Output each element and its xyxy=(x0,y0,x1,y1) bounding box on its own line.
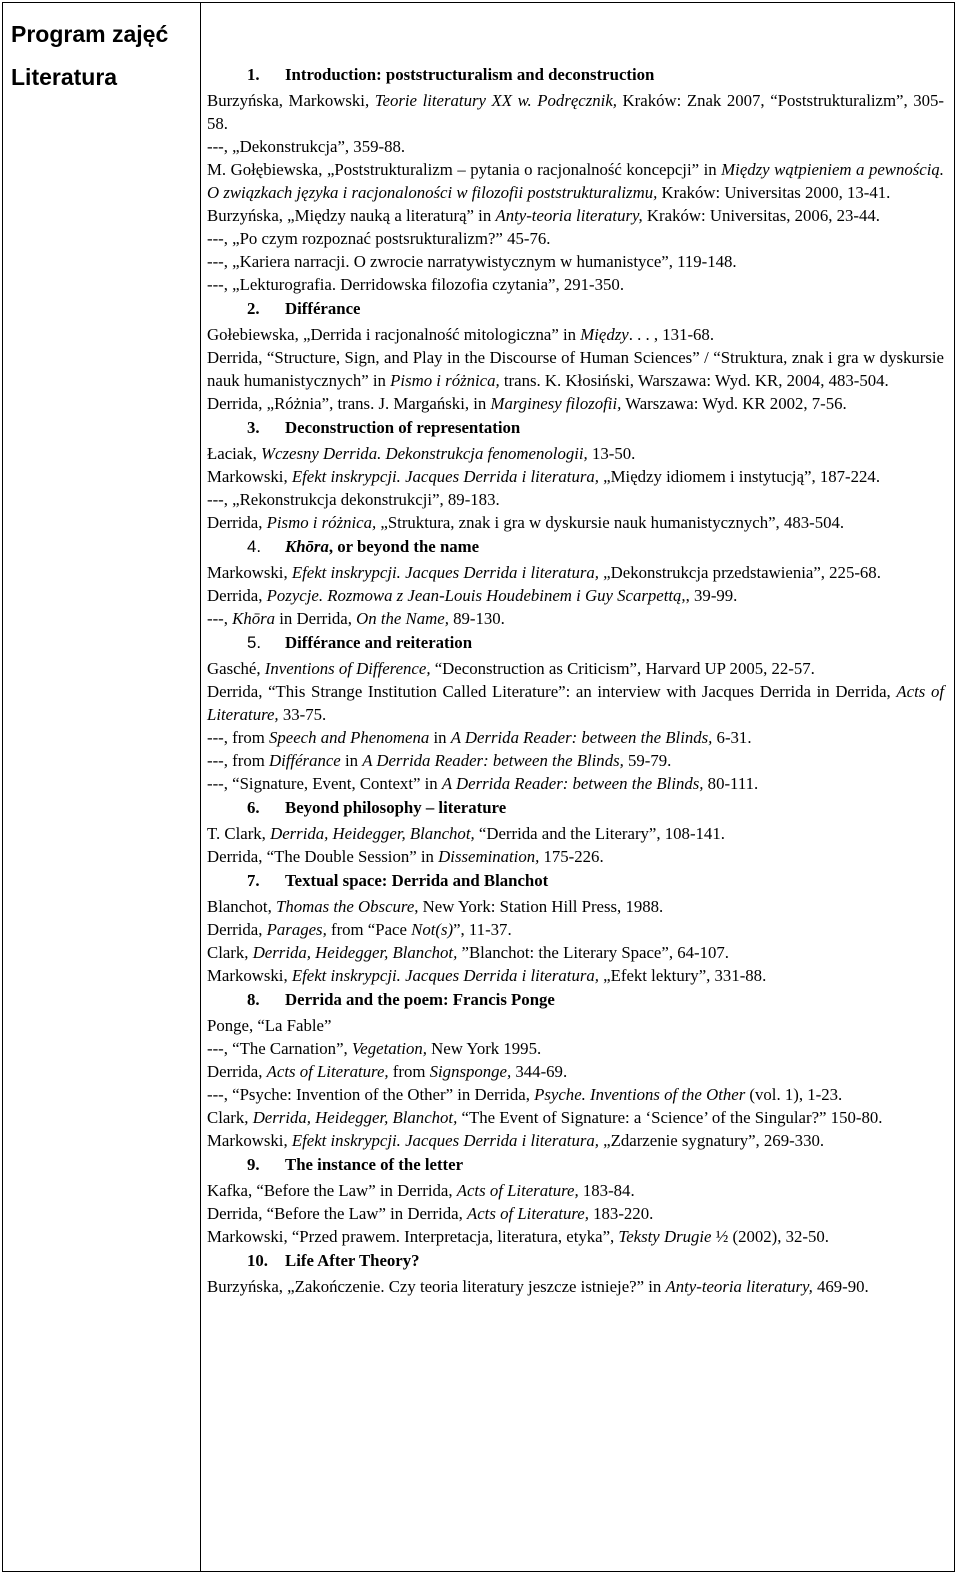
italic-title: Marginesy filozofii, xyxy=(490,394,622,413)
bibliography-entry: Markowski, Efekt inskrypcji. Jacques Derrida i literatura, „Dekonstrukcja przedstawienia”, 225-68. xyxy=(207,563,881,582)
topic-heading-3: 3. Deconstruction of representation xyxy=(247,418,521,437)
italic-title: Anty-teoria literatury, xyxy=(495,206,643,225)
italic-title: Wczesny Derrida. Dekonstrukcja fenomenologii, xyxy=(261,444,588,463)
bibliography-entry: Ponge, “La Fable” xyxy=(207,1016,332,1035)
reading-list-2 xyxy=(207,323,944,415)
reading-list-1 xyxy=(207,89,944,296)
italic-title: Teorie literatury XX w. Podręcznik, xyxy=(374,91,617,110)
italic-title: Acts of Literature, xyxy=(456,1181,579,1200)
bibliography-entry: ---, “Psyche: Invention of the Other” in Derrida, Psyche. Inventions of the Other (vol. 1), 1-23. xyxy=(207,1085,843,1104)
bibliography-entry: Derrida, Pismo i różnica, „Struktura, znak i gra w dyskursie nauk humanistycznych”, 483-504. xyxy=(207,513,845,532)
document-title: Program zajęć xyxy=(11,21,169,47)
italic-title: Efekt inskrypcji. Jacques Derrida i literatura, xyxy=(291,467,599,486)
italic-title: A Derrida Reader: between the Blinds, xyxy=(362,751,624,770)
reading-list-9 xyxy=(207,1179,944,1248)
bibliography-entry: ---, „Po czym rozpoznać postsrukturalizm?” 45-76. xyxy=(207,229,551,248)
italic-title: Anty-teoria literatury, xyxy=(665,1277,813,1296)
italic-title: Acts of Literature, xyxy=(266,1062,389,1081)
bibliography-entry: Derrida, “This Strange Institution Called Literature”: an interview with Jacques Derrida in Derrida, Acts of Literature, 33-75. xyxy=(207,682,944,724)
bibliography-entry: ---, from Différance in A Derrida Reader: between the Blinds, 59-79. xyxy=(207,751,672,770)
topic-heading-1: 1. Introduction: poststructuralism and deconstruction xyxy=(247,65,655,84)
bibliography-entry: Derrida, “The Double Session” in Dissemination, 175-226. xyxy=(207,847,604,866)
reading-list-7 xyxy=(207,895,944,987)
topic-heading-4: 4. Khōra, or beyond the name xyxy=(247,537,480,556)
bibliography-entry: Clark, Derrida, Heidegger, Blanchot, “The Event of Signature: a ‘Science’ of the Singular?” 150-80. xyxy=(207,1108,883,1127)
italic-title: Différance xyxy=(268,751,341,770)
bibliography-entry: Derrida, „Różnia”, trans. J. Margański, in Marginesy filozofii, Warszawa: Wyd. KR 2002, 7-56. xyxy=(207,394,847,413)
italic-title: On the Name, xyxy=(356,609,449,628)
bibliography-entry: ---, Khōra in Derrida, On the Name, 89-130. xyxy=(207,609,505,628)
bibliography-entry: Kafka, “Before the Law” in Derrida, Acts of Literature, 183-84. xyxy=(207,1181,635,1200)
bibliography-entry: Markowski, Efekt inskrypcji. Jacques Derrida i literatura, „Efekt lektury”, 331-88. xyxy=(207,966,767,985)
italic-title: Między xyxy=(580,325,629,344)
reading-list-8 xyxy=(207,1014,944,1152)
topic-heading-7: 7. Textual space: Derrida and Blanchot xyxy=(247,871,549,890)
italic-title: Inventions of Difference, xyxy=(264,659,431,678)
bibliography-entry: ---, „Kariera narracji. O zwrocie narratywistycznym w humanistyce”, 119-148. xyxy=(207,252,737,271)
bibliography-entry: Gasché, Inventions of Difference, “Deconstruction as Criticism”, Harvard UP 2005, 22-57. xyxy=(207,659,815,678)
italic-title: Acts of Literature, xyxy=(466,1204,589,1223)
italic-title: A Derrida Reader: between the Blinds, xyxy=(450,728,713,747)
bibliography-entry: Burzyńska, „Między nauką a literaturą” in Anty-teoria literatury, Kraków: Universitas, 2006, 23-44. xyxy=(207,206,880,225)
bibliography-entry: ---, “Signature, Event, Context” in A Derrida Reader: between the Blinds, 80-111. xyxy=(207,774,759,793)
bibliography-entry: ---, „Rekonstrukcja dekonstrukcji”, 89-183. xyxy=(207,490,500,509)
italic-title: Psyche. Inventions of the Other xyxy=(534,1085,746,1104)
bibliography-entry: Markowski, Efekt inskrypcji. Jacques Derrida i literatura, „Zdarzenie sygnatury”, 269-330. xyxy=(207,1131,825,1150)
italic-title: Speech and Phenomena xyxy=(268,728,430,747)
italic-title: Pismo i różnica, xyxy=(390,371,500,390)
bibliography-entry: Derrida, Acts of Literature, from Signsponge, 344-69. xyxy=(207,1062,568,1081)
bibliography-entry: Derrida, “Structure, Sign, and Play in the Discourse of Human Sciences” / “Struktura, znak i gra w dyskursie nauk humanistycznych” in Pismo i różnica, trans. K. Kłosiński, Warszawa: Wyd. KR, 2004, 483-504. xyxy=(207,348,944,390)
bibliography-entry: T. Clark, Derrida, Heidegger, Blanchot, “Derrida and the Literary”, 108-141. xyxy=(207,824,725,843)
reading-list-3 xyxy=(207,442,944,534)
bibliography-entry: Derrida, “Before the Law” in Derrida, Acts of Literature, 183-220. xyxy=(207,1204,654,1223)
italic-title: Vegetation, xyxy=(351,1039,427,1058)
topic-heading-9: 9. The instance of the letter xyxy=(247,1155,464,1174)
section-label: Literatura xyxy=(11,64,118,90)
italic-title: Parages, xyxy=(266,920,327,939)
left-column xyxy=(11,18,196,93)
bibliography-entry: ---, from Speech and Phenomena in A Derrida Reader: between the Blinds, 6-31. xyxy=(207,728,752,747)
italic-title: Thomas the Obscure xyxy=(275,897,415,916)
bibliography-entry: Clark, Derrida, Heidegger, Blanchot, ”Blanchot: the Literary Space”, 64-107. xyxy=(207,943,729,962)
topic-heading-5: 5. Différance and reiteration xyxy=(247,633,473,652)
italic-title: Między wątpieniem a pewnością. O związkach języka i racjonaloności w filozofii poststrukturalizmu, xyxy=(207,160,944,202)
reading-list-4 xyxy=(207,561,944,630)
italic-title: Teksty Drugie xyxy=(618,1227,712,1246)
italic-title: Pozycje. Rozmowa z Jean-Louis Houdebinem i Guy Scarpettą, xyxy=(266,586,686,605)
italic-title: Derrida, Heidegger, Blanchot, xyxy=(252,1108,458,1127)
bibliography-entry: ---, „Dekonstrukcja”, 359-88. xyxy=(207,137,406,156)
italic-title: Khōra xyxy=(232,609,276,628)
italic-title: Efekt inskrypcji. Jacques Derrida i literatura, xyxy=(291,563,599,582)
italic-title: Not(s) xyxy=(411,920,454,939)
reading-list-6 xyxy=(207,822,944,868)
bibliography-entry: Łaciak, Wczesny Derrida. Dekonstrukcja fenomenologii, 13-50. xyxy=(207,444,636,463)
bibliography-entry: Burzyńska, „Zakończenie. Czy teoria literatury jeszcze istnieje?” in Anty-teoria literatury, 469-90. xyxy=(207,1277,869,1296)
bibliography-entry: Markowski, Efekt inskrypcji. Jacques Derrida i literatura, „Między idiomem i instytucją”, 187-224. xyxy=(207,467,881,486)
italic-title: Signsponge, xyxy=(429,1062,512,1081)
bibliography-entry: M. Gołębiewska, „Poststrukturalizm – pytania o racjonalność koncepcji” in Między wątpieniem a pewnością. O związkach języka i racjonaloności w filozofii poststrukturalizmu, Kraków: Universitas 2000, 13-41. xyxy=(207,160,944,202)
italic-title: Dissemination, xyxy=(438,847,540,866)
bibliography-entry: Burzyńska, Markowski, Teorie literatury XX w. Podręcznik, Kraków: Znak 2007, “Poststrukturalizm”, 305-58. xyxy=(207,91,944,133)
topic-heading-8: 8. Derrida and the poem: Francis Ponge xyxy=(247,990,555,1009)
bibliography-entry: ---, “The Carnation”, Vegetation, New York 1995. xyxy=(207,1039,542,1058)
italic-title: A Derrida Reader: between the Blinds, xyxy=(441,774,704,793)
italic-title: Efekt inskrypcji. Jacques Derrida i literatura, xyxy=(291,1131,599,1150)
bibliography-entry: Derrida, Parages, from “Pace Not(s)”, 11-37. xyxy=(207,920,512,939)
topic-heading-2: 2. Différance xyxy=(247,299,361,318)
bibliography-entry: ---, „Lekturografia. Derridowska filozofia czytania”, 291-350. xyxy=(207,275,625,294)
italic-title: Efekt inskrypcji. Jacques Derrida i literatura, xyxy=(291,966,599,985)
bibliography-entry: Gołebiewska, „Derrida i racjonalność mitologiczna” in Między. . . , 131-68. xyxy=(207,325,715,344)
bibliography-entry: Derrida, Pozycje. Rozmowa z Jean-Louis Houdebinem i Guy Scarpettą,, 39-99. xyxy=(207,586,738,605)
topic-heading-6: 6. Beyond philosophy – literature xyxy=(247,798,507,817)
italic-title: Derrida, Heidegger, Blanchot, xyxy=(270,824,475,843)
reading-list-5 xyxy=(207,657,944,795)
italic-title: Acts of Literature, xyxy=(207,682,944,724)
italic-title: Pismo i różnica, xyxy=(266,513,377,532)
italic-title: Derrida, Heidegger, Blanchot, xyxy=(252,943,458,962)
bibliography-entry: Blanchot, Thomas the Obscure, New York: Station Hill Press, 1988. xyxy=(207,897,664,916)
reading-list-10 xyxy=(207,1275,944,1298)
topic-heading-10: 10. Life After Theory? xyxy=(247,1251,420,1270)
syllabus-content xyxy=(207,62,944,1298)
bibliography-entry: Markowski, “Przed prawem. Interpretacja, literatura, etyka”, Teksty Drugie ½ (2002), 32-50. xyxy=(207,1227,829,1246)
